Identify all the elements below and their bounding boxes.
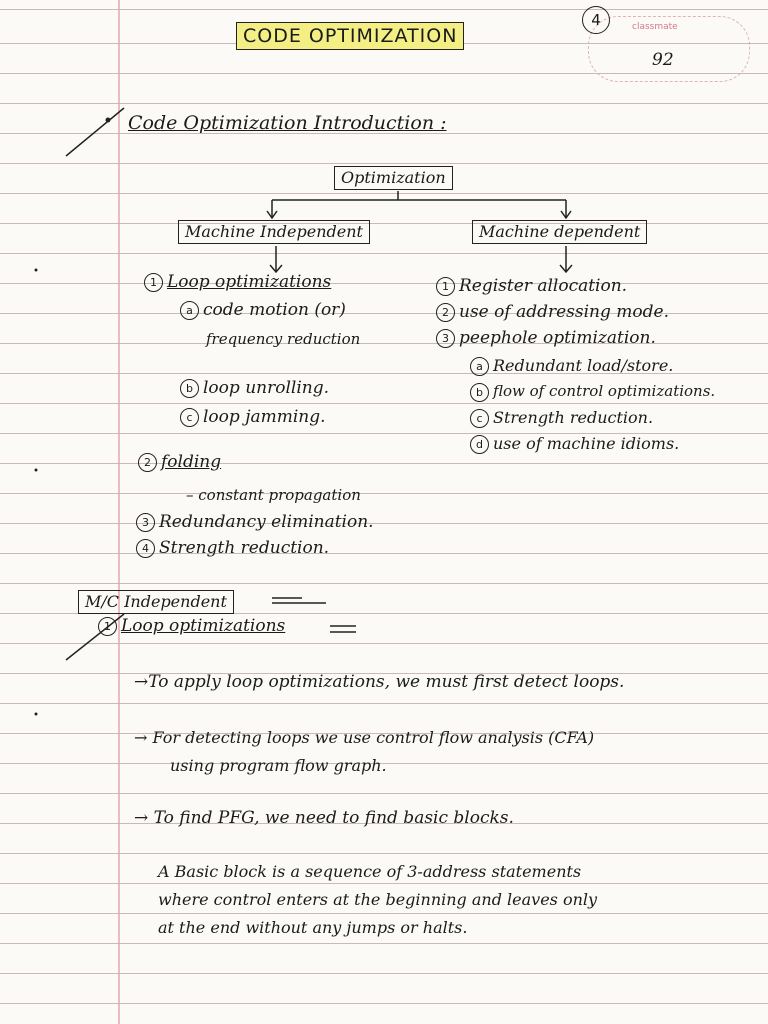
indep-item-2 — [138, 452, 221, 472]
dep-item-3a-label: Redundant load/store. — [493, 356, 674, 375]
indep-item-1a-label: code motion (or) — [203, 300, 346, 320]
point-2-line2: using program flow graph. — [170, 756, 387, 775]
paragraph-line-3: at the end without any jumps or halts. — [158, 918, 468, 937]
number-circle: 4 — [136, 539, 155, 558]
indep-item-4 — [136, 538, 329, 558]
node-optimization: Optimization — [334, 166, 453, 190]
number-circle: 3 — [136, 513, 155, 532]
dep-item-3b — [470, 382, 715, 402]
letter-circle: b — [180, 379, 199, 398]
indep-item-2-sub: – constant propagation — [186, 486, 361, 504]
node-machine-independent: Machine Independent — [178, 220, 370, 244]
letter-circle: b — [470, 383, 489, 402]
letter-circle: c — [180, 408, 199, 427]
indep-item-1b-label: loop unrolling. — [203, 378, 329, 398]
loop-opt-heading — [98, 616, 285, 636]
dep-item-3d — [470, 434, 679, 454]
dep-item-3 — [436, 328, 656, 348]
stamp-page-number: 92 — [652, 50, 674, 70]
page-title: CODE OPTIMIZATION — [236, 22, 464, 50]
indep-item-3-label: Redundancy elimination. — [159, 512, 374, 532]
letter-circle: d — [470, 435, 489, 454]
indep-item-1-label: Loop optimizations — [167, 272, 332, 292]
dep-item-2-label: use of addressing mode. — [459, 302, 669, 322]
dep-item-3b-label: flow of control optimizations. — [493, 382, 716, 400]
indep-item-2-label: folding — [161, 452, 222, 472]
dep-item-3a — [470, 356, 673, 376]
indep-item-1c — [180, 407, 326, 427]
indep-item-1a — [180, 300, 346, 320]
number-circle: 1 — [98, 617, 117, 636]
dep-item-1-label: Register allocation. — [459, 276, 628, 296]
mc-independent-box: M/C Independent — [78, 590, 234, 614]
point-3: → To find PFG, we need to find basic blocks. — [134, 808, 514, 828]
point-1: →To apply loop optimizations, we must first detect loops. — [134, 672, 625, 692]
dep-item-3d-label: use of machine idioms. — [493, 434, 680, 453]
node-machine-dependent: Machine dependent — [472, 220, 647, 244]
page-number-circle: 4 — [582, 6, 610, 34]
number-circle: 3 — [436, 329, 455, 348]
indep-item-3 — [136, 512, 374, 532]
number-circle: 1 — [436, 277, 455, 296]
indep-item-1 — [144, 272, 331, 292]
indep-item-1a-line2: frequency reduction — [206, 330, 361, 348]
number-circle: 2 — [436, 303, 455, 322]
indep-item-1c-label: loop jamming. — [203, 407, 326, 427]
number-circle: 2 — [138, 453, 157, 472]
stamp-brand: classmate — [632, 22, 678, 32]
dep-item-3c-label: Strength reduction. — [493, 408, 654, 427]
dep-item-2 — [436, 302, 669, 322]
paragraph-line-2: where control enters at the beginning and leaves only — [158, 890, 598, 909]
loop-opt-heading-label: Loop optimizations — [121, 616, 286, 636]
point-2-line1: → For detecting loops we use control flow analysis (CFA) — [134, 728, 595, 747]
letter-circle: c — [470, 409, 489, 428]
indep-item-4-label: Strength reduction. — [159, 538, 330, 558]
letter-circle: a — [470, 357, 489, 376]
dep-item-3c — [470, 408, 653, 428]
paragraph-line-1: A Basic block is a sequence of 3-address statements — [158, 862, 582, 881]
dep-item-3-label: peephole optimization. — [459, 328, 656, 348]
letter-circle: a — [180, 301, 199, 320]
dep-item-1 — [436, 276, 627, 296]
indep-item-1b — [180, 378, 329, 398]
number-circle: 1 — [144, 273, 163, 292]
section-heading: Code Optimization Introduction : — [128, 112, 447, 134]
